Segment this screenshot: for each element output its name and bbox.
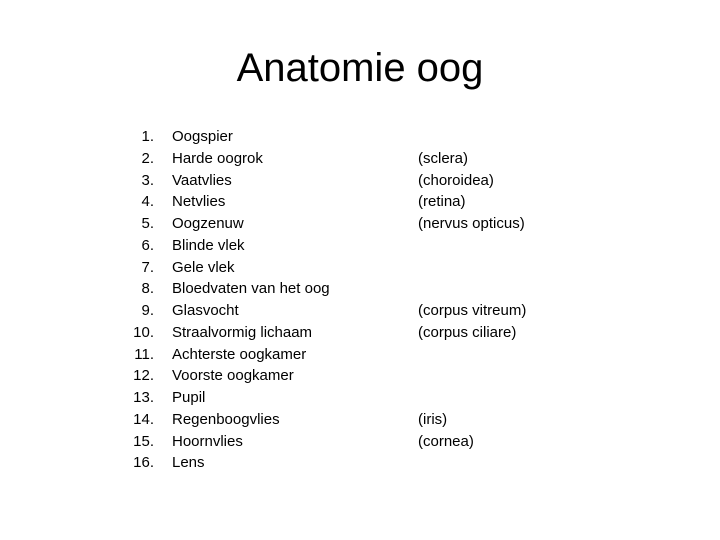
term-number: 9. (141, 302, 154, 319)
term-number: 4. (141, 193, 154, 211)
term-number: 16. (133, 454, 154, 472)
term-number: 15. (133, 432, 154, 450)
term-row (0, 452, 720, 474)
term-number: 1. (141, 128, 154, 145)
term-row (0, 126, 720, 148)
term-number: 12. (133, 367, 154, 385)
term-dutch-name: Lens (172, 454, 205, 472)
term-row (0, 278, 720, 300)
term-number: 11. (134, 345, 154, 363)
term-row (0, 235, 720, 257)
term-latin-name: (corpus ciliare) (418, 323, 517, 341)
term-dutch-name: Glasvocht (172, 302, 239, 319)
term-latin-name: (nervus opticus) (418, 215, 525, 232)
term-dutch-name: Netvlies (172, 193, 226, 211)
term-number: 5. (141, 215, 154, 232)
term-row (0, 213, 720, 235)
slide-title: Anatomie oog (236, 46, 484, 90)
term-dutch-name: Blinde vlek (172, 236, 245, 254)
term-latin-name: (iris) (418, 410, 448, 428)
term-row (0, 365, 720, 387)
term-row (0, 344, 720, 366)
term-row (0, 387, 720, 409)
term-number: 14. (133, 410, 154, 428)
term-number: 8. (141, 280, 154, 298)
term-dutch-name: Oogspier (172, 128, 233, 145)
term-row (0, 257, 720, 279)
term-row (0, 148, 720, 170)
term-latin-name: (choroidea) (418, 171, 494, 189)
term-row (0, 409, 720, 431)
term-dutch-name: Gele vlek (172, 258, 235, 276)
term-dutch-name: Vaatvlies (172, 171, 232, 189)
term-dutch-name: Voorste oogkamer (172, 367, 294, 385)
term-number: 3. (141, 171, 154, 189)
term-latin-name: (sclera) (418, 149, 469, 167)
term-row (0, 170, 720, 192)
term-number: 10. (133, 323, 154, 341)
term-row (0, 191, 720, 213)
term-dutch-name: Bloedvaten van het oog (172, 280, 330, 298)
term-row (0, 300, 720, 322)
term-dutch-name: Hoornvlies (172, 432, 243, 450)
term-latin-name: (cornea) (418, 432, 474, 450)
term-number: 7. (141, 258, 154, 276)
term-number: 6. (141, 236, 154, 254)
term-latin-name: (retina) (418, 193, 466, 211)
term-number: 13. (133, 389, 154, 406)
term-dutch-name: Regenboogvlies (172, 410, 280, 428)
term-dutch-name: Harde oogrok (172, 149, 263, 167)
term-row (0, 431, 720, 453)
term-dutch-name: Straalvormig lichaam (172, 323, 313, 341)
eye-anatomy-term-list (0, 126, 720, 474)
term-row (0, 322, 720, 344)
term-dutch-name: Pupil (172, 389, 206, 406)
term-latin-name: (corpus vitreum) (418, 302, 527, 319)
term-number: 2. (141, 149, 154, 167)
term-dutch-name: Oogzenuw (172, 215, 244, 232)
term-dutch-name: Achterste oogkamer (172, 345, 307, 363)
